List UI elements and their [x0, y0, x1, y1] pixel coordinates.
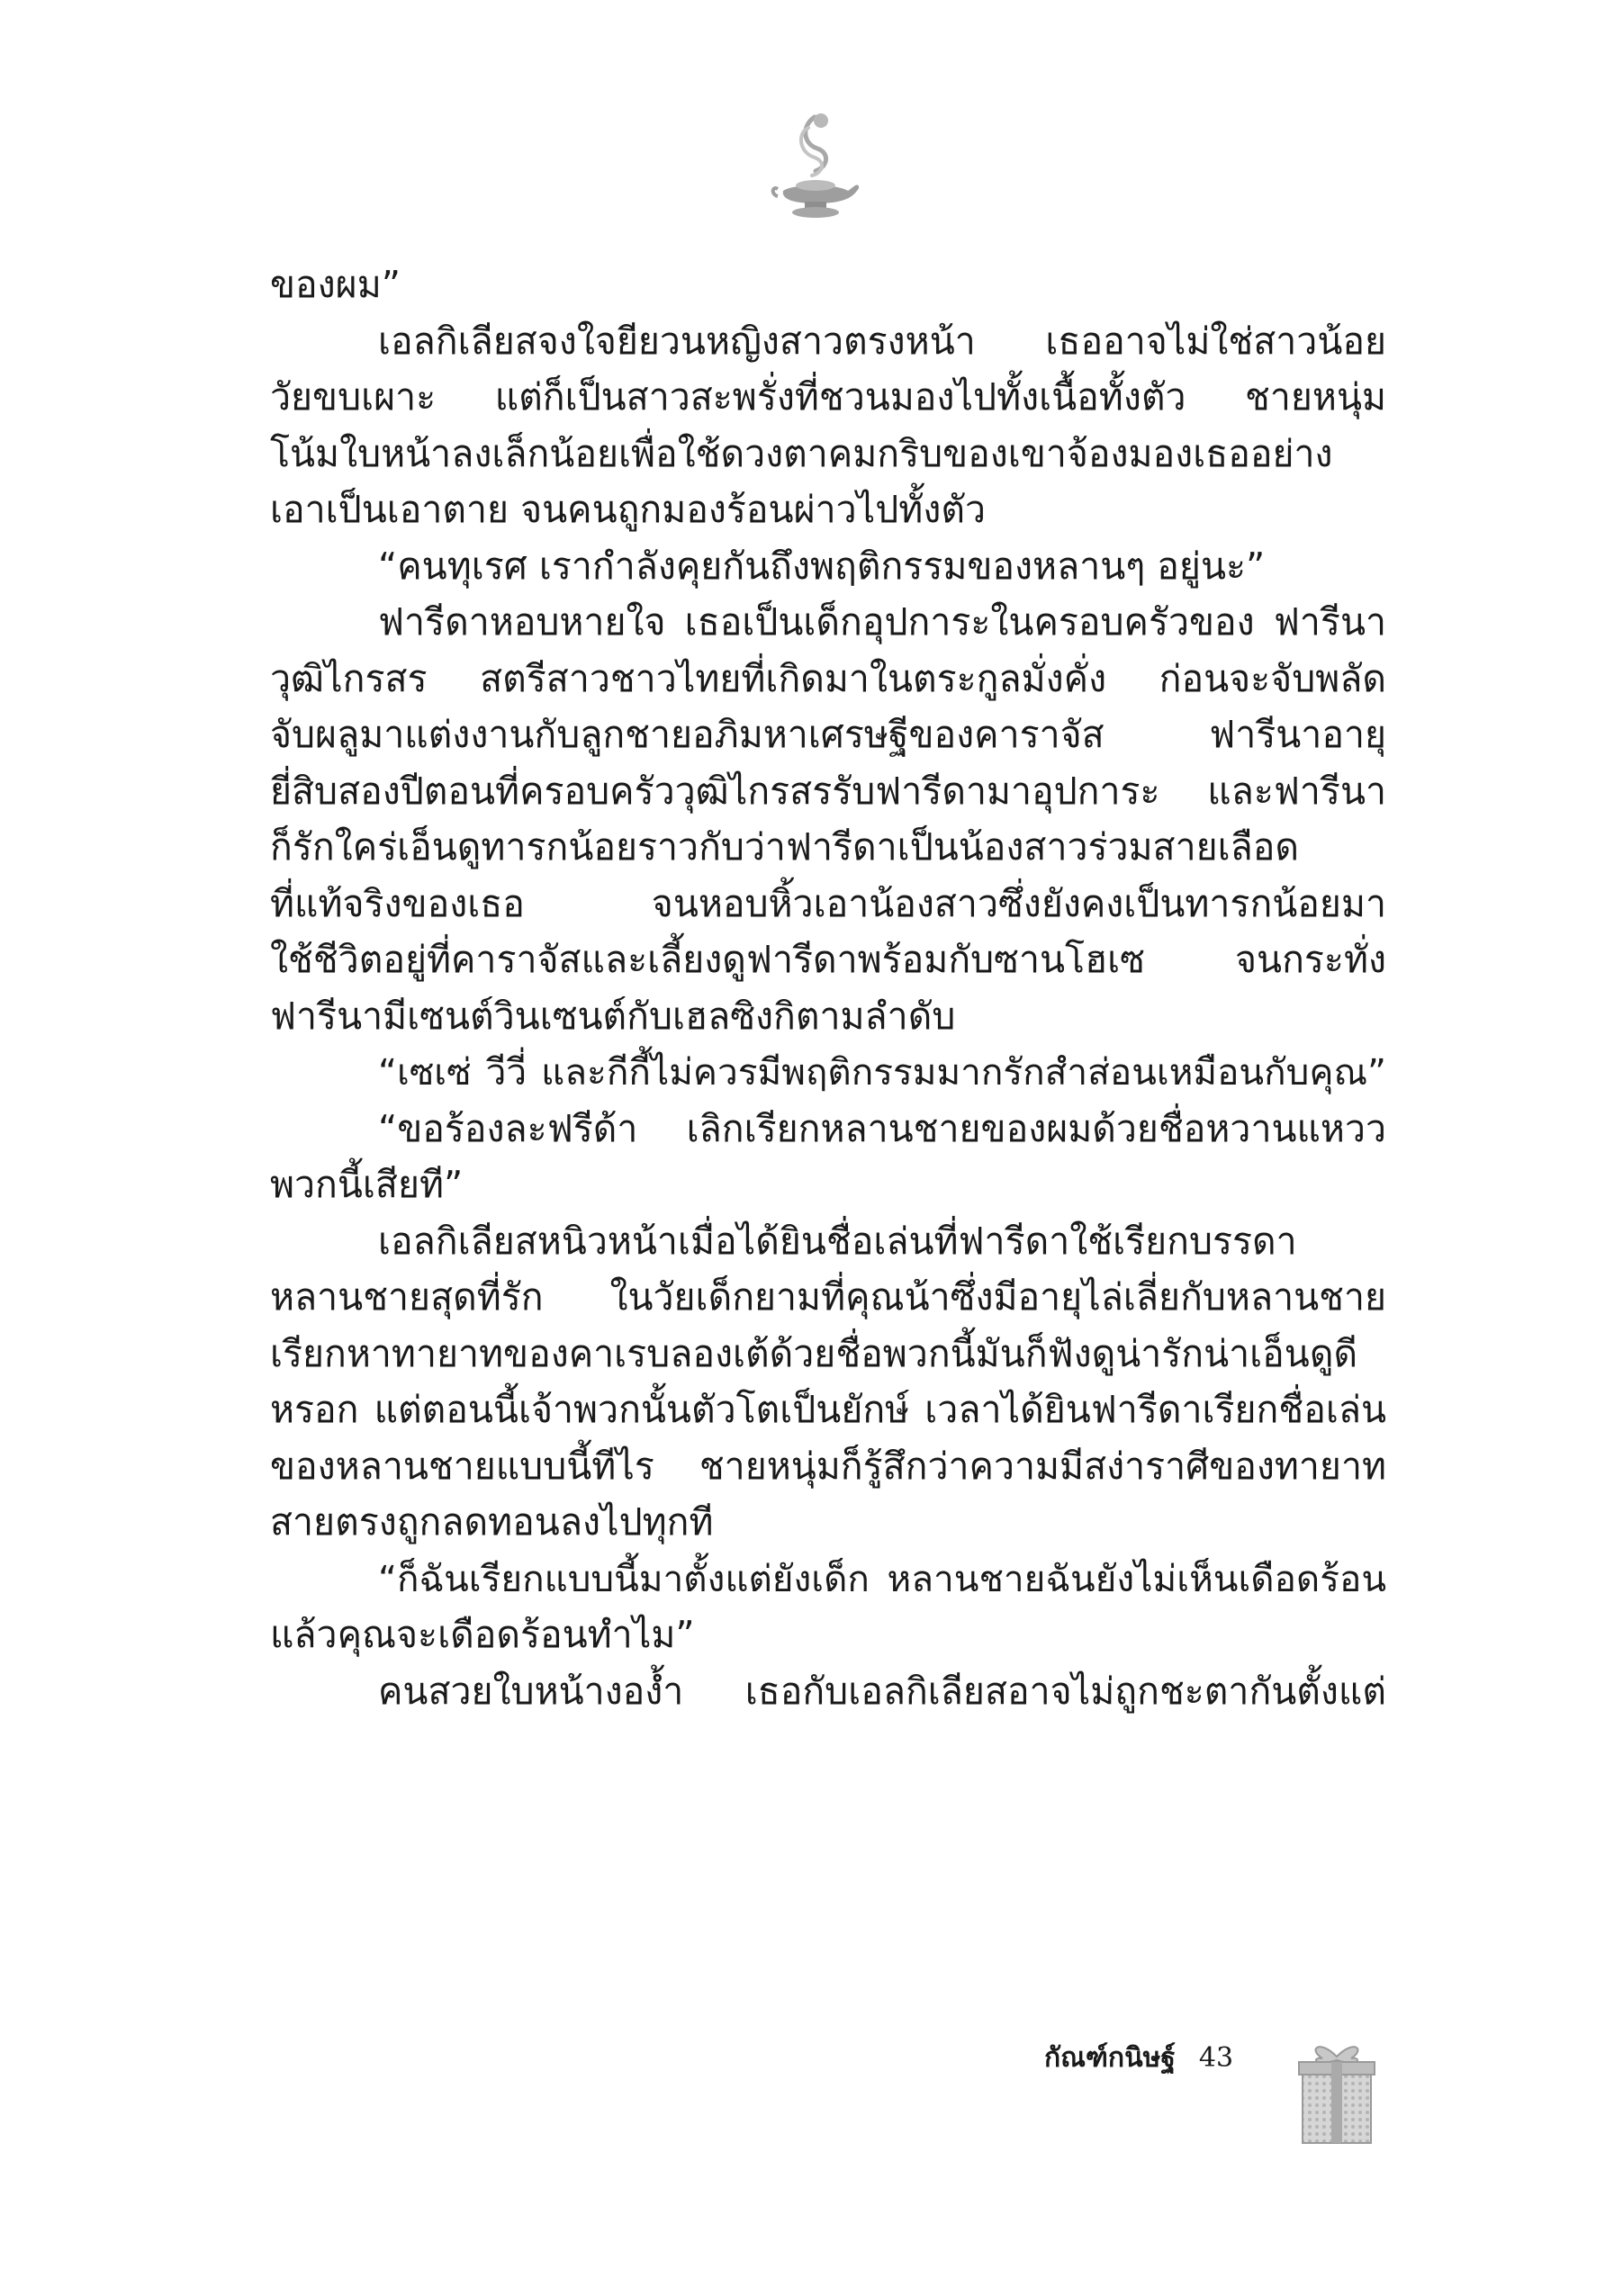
- text-line: ฟารีนามีเซนต์วินเซนต์กับเฮลซิงกิตามลำดับ: [270, 994, 956, 1038]
- gift-box-icon: [1292, 2030, 1382, 2147]
- text-line: วุฒิไกรสร สตรีสาวชาวไทยที่เกิดมาในตระกูลมั่งคั่ง ก่อนจะจับพลัด: [270, 656, 1386, 700]
- text-line: โน้มใบหน้าลงเล็กน้อยเพื่อใช้ดวงตาคมกริบของเขาจ้องมองเธออย่าง: [270, 431, 1333, 475]
- text-line: จับผลูมาแต่งงานกับลูกชายอภิมหาเศรษฐีของคาราจัส ฟารีนาอายุ: [270, 713, 1386, 756]
- text-line: ของหลานชายแบบนี้ทีไร ชายหนุ่มก็รู้สึกว่าความมีสง่าราศีของทายาท: [270, 1444, 1386, 1488]
- text-line: คนสวยใบหน้างอง้ำ เธอกับเอลกิเลียสอาจไม่ถูกชะตากันตั้งแต่: [378, 1669, 1386, 1713]
- text-line: วัยขบเผาะ แต่ก็เป็นสาวสะพรั่งที่ชวนมองไปทั้งเนื้อทั้งตัว ชายหนุ่ม: [270, 375, 1386, 419]
- text-line: ฟารีดาหอบหายใจ เธอเป็นเด็กอุปการะในครอบครัวของ ฟารีนา: [378, 600, 1386, 644]
- text-line: ยี่สิบสองปีตอนที่ครอบครัววุฒิไกรสรรับฟารีดามาอุปการะ และฟารีนา: [270, 769, 1386, 813]
- book-title: กัณฑ์กนิษฐ์: [1044, 2041, 1176, 2074]
- text-line: “ก็ฉันเรียกแบบนี้มาตั้งแต่ยังเด็ก หลานชายฉันยังไม่เห็นเดือดร้อน: [378, 1556, 1386, 1600]
- text-line: พวกนี้เสียที”: [270, 1163, 464, 1206]
- text-line: เอลกิเลียสจงใจยียวนหญิงสาวตรงหน้า เธออาจไม่ใช่สาวน้อย: [378, 319, 1386, 363]
- text-line: ก็รักใคร่เอ็นดูทารกน้อยราวกับว่าฟารีดาเป็นน้องสาวร่วมสายเลือด: [270, 825, 1300, 869]
- page-number: 43: [1198, 2041, 1234, 2074]
- text-line: เอาเป็นเอาตาย จนคนถูกมองร้อนผ่าวไปทั้งตัว: [270, 488, 986, 531]
- text-line: ที่แท้จริงของเธอ จนหอบหิ้วเอาน้องสาวซึ่งยังคงเป็นทารกน้อยมา: [270, 881, 1386, 925]
- text-line: เอลกิเลียสหนิวหน้าเมื่อได้ยินชื่อเล่นที่ฟารีดาใช้เรียกบรรดา: [378, 1219, 1297, 1263]
- text-line: หลานชายสุดที่รัก ในวัยเด็กยามที่คุณน้าซึ่งมีอายุไล่เลี่ยกับหลานชาย: [270, 1275, 1386, 1319]
- text-line: ใช้ชีวิตอยู่ที่คาราจัสและเลี้ยงดูฟารีดาพร้อมกับซานโฮเซ จนกระทั่ง: [270, 938, 1386, 981]
- text-line: “เซเซ่ วีวี่ และกีกี้ไม่ควรมีพฤติกรรมมากรักสำส่อนเหมือนกับคุณ”: [378, 1050, 1386, 1094]
- text-line: “ขอร้องละฟรีด้า เลิกเรียกหลานชายของผมด้วยชื่อหวานแหวว: [378, 1106, 1386, 1150]
- text-line: “คนทุเรศ เรากำลังคุยกันถึงพฤติกรรมของหลานๆ อยู่นะ”: [378, 544, 1266, 588]
- text-line: แล้วคุณจะเดือดร้อนทำไม”: [270, 1613, 695, 1656]
- text-line: เรียกหาทายาทของคาเรบลองเต้ด้วยชื่อพวกนี้มันก็ฟังดูน่ารักน่าเอ็นดูดี: [270, 1331, 1358, 1375]
- page-footer: [1044, 2030, 1233, 2084]
- text-line: หรอก แต่ตอนนี้เจ้าพวกนั้นตัวโตเป็นยักษ์ เวลาได้ยินฟารีดาเรียกชื่อเล่น: [270, 1388, 1386, 1431]
- story-text: [270, 257, 1386, 1719]
- genie-lamp-icon: [765, 108, 864, 225]
- text-line: สายตรงถูกลดทอนลงไปทุกที: [270, 1500, 714, 1544]
- text-line: ของผม”: [270, 263, 401, 306]
